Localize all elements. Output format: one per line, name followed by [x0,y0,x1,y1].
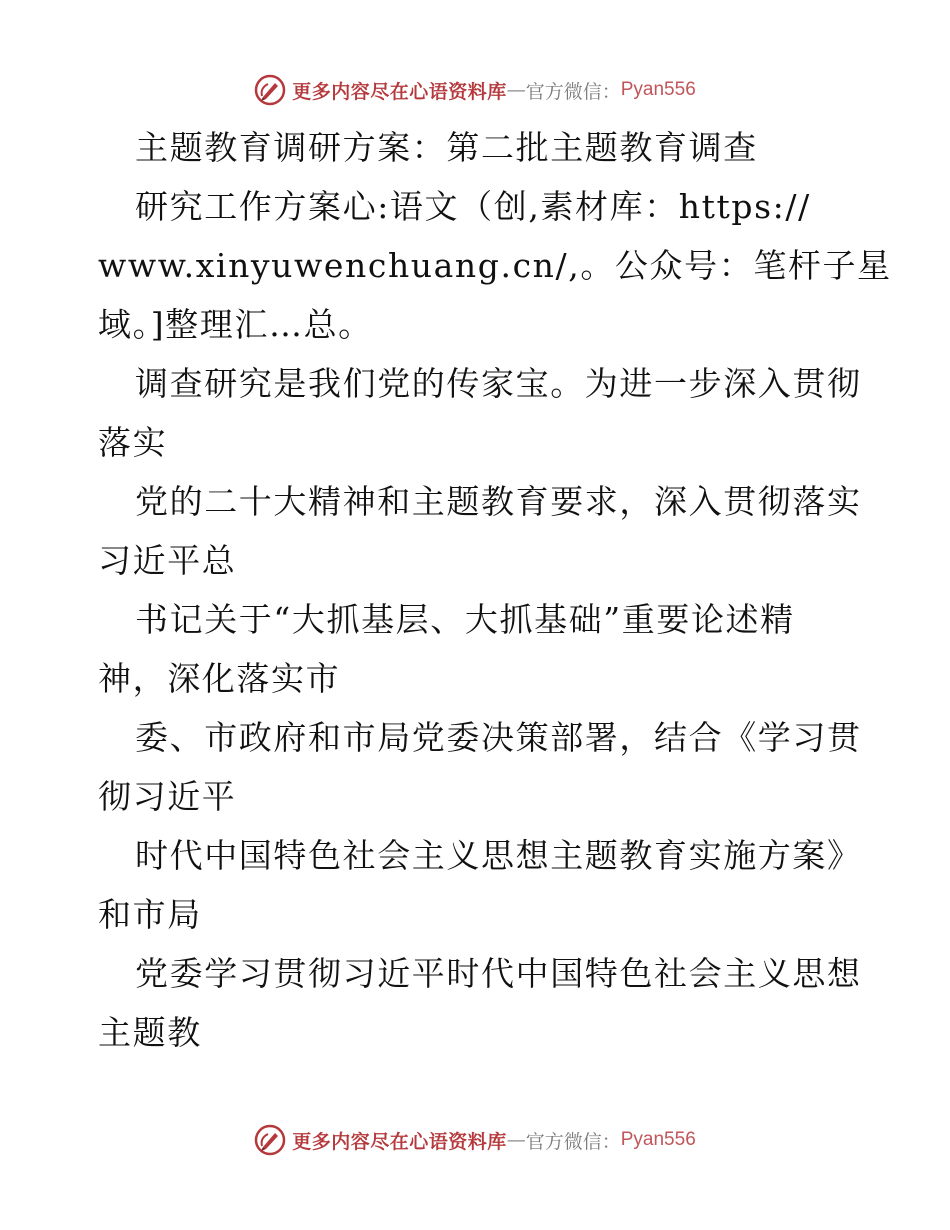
paragraph-line: 主题教 [98,1013,202,1052]
paragraph-line: 党的二十大精神和主题教育要求，深入贯彻落实 [135,482,862,521]
document-title-line-1: 主题教育调研方案：第二批主题教育调查 [135,128,758,167]
paragraph-line: 彻习近平 [98,777,237,816]
banner-wechat-label: 官方微信： [525,1130,621,1153]
banner-wechat-label: 官方微信： [525,80,621,103]
banner-separator: — [506,79,526,101]
banner-wechat-id: Pyan556 [620,79,696,100]
paragraph-line: 神，深化落实市 [98,659,341,698]
header-banner [0,72,950,108]
paragraph-line: 和市局 [98,895,202,934]
banner-separator: — [506,1129,526,1151]
pen-logo-icon [254,74,286,106]
paragraph-line: 党委学习贯彻习近平时代中国特色社会主义思想 [135,954,862,993]
banner-main-text: 更多内容尽在心语资料库 [292,1130,507,1153]
document-title-line-3: www.xinyuwenchuang.cn/,。公众号：笔杆子星 [98,246,892,285]
banner-main-text: 更多内容尽在心语资料库 [292,80,507,103]
paragraph-line: 书记关于“大抓基层、大抓基础”重要论述精 [135,600,795,639]
document-title-line-4: 域。]整理汇…总。 [98,305,373,344]
pen-logo-icon [254,1124,286,1156]
document-title-line-2: 研究工作方案心:语文（创,素材库：https:// [135,187,811,226]
paragraph-line: 调查研究是我们党的传家宝。为进一步深入贯彻 [135,364,862,403]
paragraph-line: 委、市政府和市局党委决策部署，结合《学习贯 [135,718,862,757]
paragraph-line: 时代中国特色社会主义思想主题教育实施方案》 [135,836,862,875]
paragraph-line: 习近平总 [98,541,237,580]
paragraph-line: 落实 [98,423,168,462]
banner-wechat-id: Pyan556 [620,1129,696,1150]
footer-banner [0,1122,950,1158]
document-body [98,118,892,1062]
